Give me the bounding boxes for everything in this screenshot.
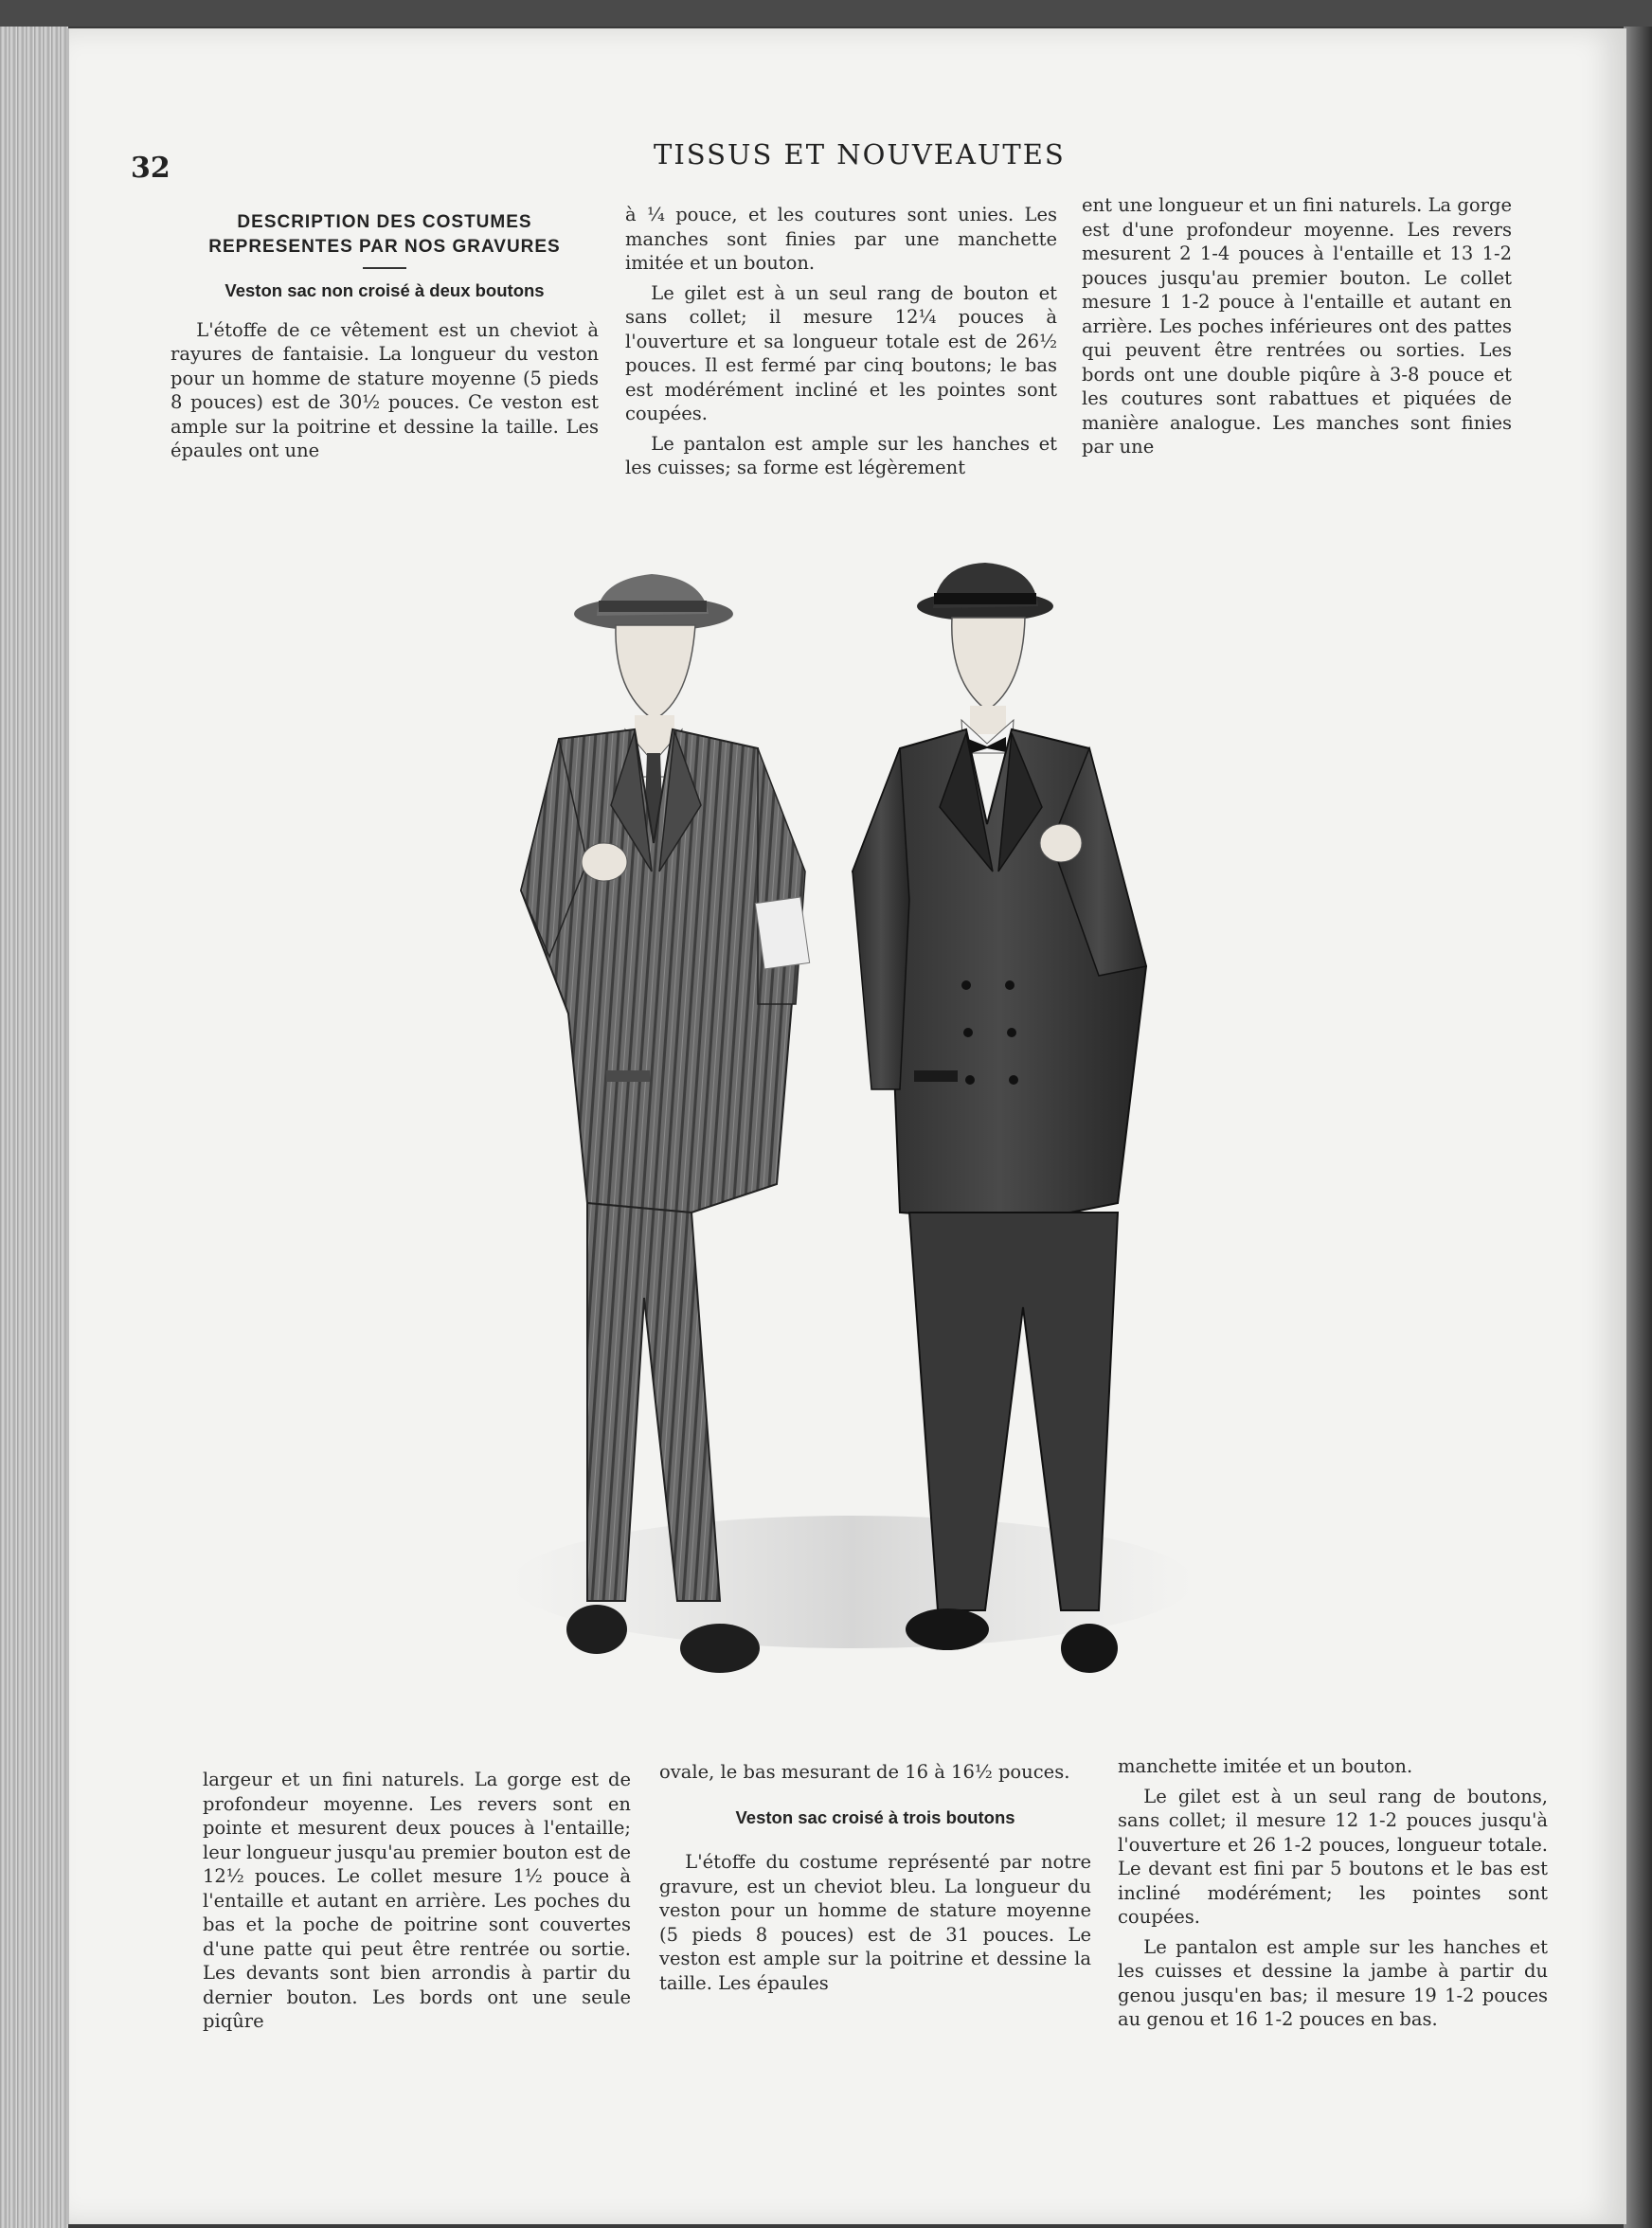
paragraph: Le pantalon est ample sur les hanches et les cuisses et dessine la jambe à partir du genou jusqu'en bas; il mesure 19 1-2 pouces au genou et 16 1-2 pouces en bas. [1118,1935,1548,2030]
section-title: DESCRIPTION DES COSTUMES REPRESENTES PAR NOS GRAVURES [208,212,561,257]
title-rule [363,267,406,269]
paragraph: L'étoffe du costume représenté par notre gravure, est un cheviot bleu. La longueur du veston pour un homme de stature moyenne (5 pieds 8 pouces) est de 31 pouces. Le veston est ample sur la poitrine et dessine la taille. Les épaules [659,1851,1091,1994]
paragraph: Le gilet est à un seul rang de bouton et sans collet; il mesure 12¼ pouces à l'ouverture et sa longueur totale est de 26½ pouces. Il est fermé par cinq boutons; le bas est modérément incliné et les pointes sont coupées. [625,281,1057,424]
book-page-edges [0,27,68,2228]
top-column-3 [1082,193,1512,465]
running-head: TISSUS ET NOUVEAUTES [654,138,1066,171]
subsection-title-1: Veston sac non croisé à deux boutons [224,280,545,300]
paragraph: ovale, le bas mesurant de 16 à 16½ pouces. [659,1761,1070,1783]
bottom-column-3 [1118,1754,1548,2038]
book-gutter-shadow [1624,27,1652,2228]
paragraph: ent une longueur et un fini naturels. La gorge est d'une profondeur moyenne. Les revers mesurent 2 1-4 pouces à l'entaille et 13 1-2 pouces jusqu'au premier bouton. Le collet mesure 1 1-2 pouce à l'entaille et autant en arrière. Les poches inférieures ont des pattes qui peuvent être rentrées ou sorties. Les bords ont une double piqûre à 3-8 pouce et les coutures sont rabattues et piquées de manière analogue. Les manches sont finies par une [1082,194,1512,458]
scan-top-band [0,0,1652,27]
top-column-1 [171,210,599,469]
paragraph: largeur et un fini naturels. La gorge est de profondeur moyenne. Les revers sont en pointe et mesurent deux pouces à l'entaille; leur longueur jusqu'au premier bouton est de 12½ pouces. Le collet mesure 1½ pouce à l'entaille et autant en arrière. Les poches du bas et la poche de poitrine sont couvertes d'une patte qui peut être rentrée ou sortie. Les devants sont bien arrondis à partir du dernier bouton. Les bords ont une seule piqûre [203,1769,631,2032]
page-number: 32 [131,152,171,185]
paragraph: Le pantalon est ample sur les hanches et les cuisses; sa forme est légèrement [625,432,1057,478]
top-column-2 [625,203,1057,486]
figure-dark-suit [853,563,1146,1673]
bottom-column-2 [659,1760,1091,2001]
fashion-illustration [493,559,1212,1705]
paragraph: manchette imitée et un bouton. [1118,1755,1413,1777]
subsection-title-2: Veston sac croisé à trois boutons [735,1806,1015,1827]
paragraph: L'étoffe de ce vêtement est un cheviot à rayures de fantaisie. La longueur du veston pour un homme de stature moyenne (5 pieds 8 pouces) est de 30½ pouces. Ce veston est ample sur la poitrine et dessine la taille. Les épaules ont une [171,318,599,461]
figure-striped-suit [521,574,810,1673]
paragraph: Le gilet est à un seul rang de boutons, sans collet; il mesure 12 1-2 pouces jusqu'à l'ouverture et 26 1-2 pouces, longueur totale. Le devant est fini par 5 boutons et le bas est incliné modérément; les pointes sont coupées. [1118,1785,1548,1928]
bottom-column-1 [203,1768,631,2039]
paragraph: à ¼ pouce, et les coutures sont unies. Les manches sont finies par une manchette imitée et un bouton. [625,204,1057,274]
